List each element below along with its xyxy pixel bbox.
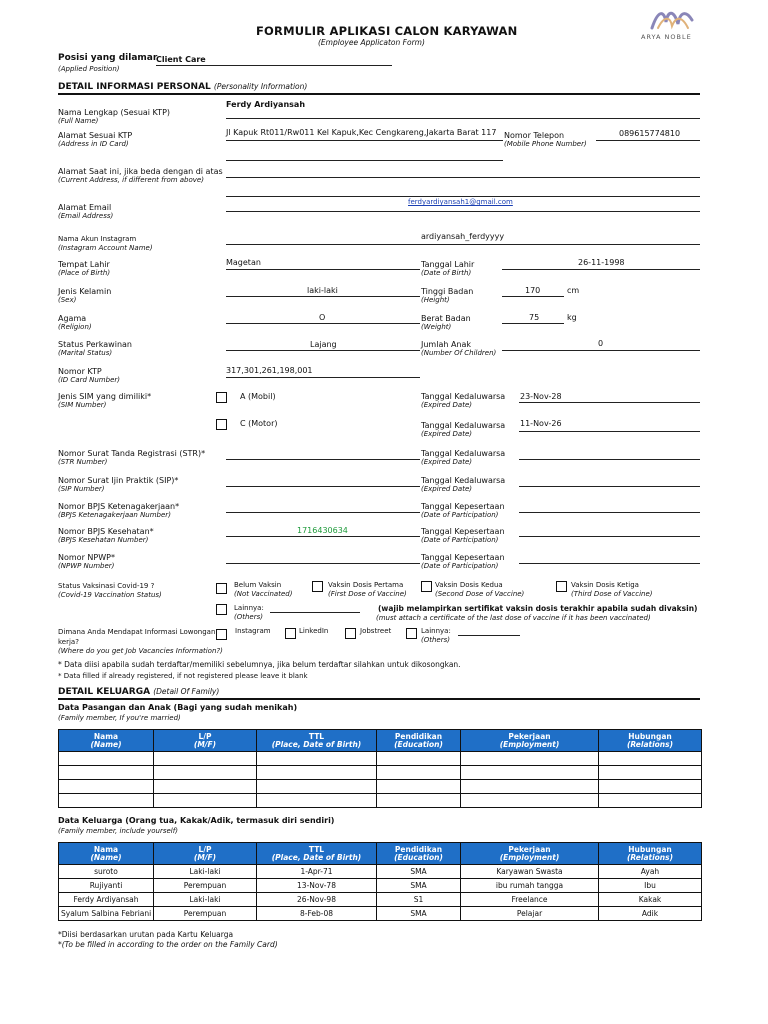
spouse-title-en: (Family member, If you're married) (58, 714, 181, 722)
str-label: Nomor Surat Tanda Registrasi (STR)* (STR Number) (58, 449, 206, 466)
family-table-cell[interactable]: Freelance (461, 893, 599, 907)
spouse-table-cell[interactable] (257, 766, 377, 780)
sex-value[interactable]: laki-laki (307, 286, 338, 295)
phone-label: Nomor Telepon (Mobile Phone Number) (504, 131, 587, 148)
vaccine-note-en: (must attach a certificate of the last dose of vaccine if it has been vaccinated) (376, 614, 651, 622)
vaccine-other-label: Lainnya: (Others) (234, 604, 264, 621)
sim-c-expiry-value[interactable]: 11-Nov-26 (520, 419, 562, 428)
spouse-table-header-cell: Hubungan (Relations) (599, 730, 702, 752)
source-linkedin-label: LinkedIn (299, 627, 329, 635)
spouse-table-header (59, 730, 702, 752)
vaccine-none-checkbox[interactable] (216, 583, 227, 594)
family-table-header-cell: Pendidikan (Education) (377, 843, 461, 865)
birth-place-value[interactable]: Magetan (226, 258, 261, 267)
npwp-date-label: Tanggal Kepesertaan (Date of Participation) (421, 553, 505, 570)
marital-value[interactable]: Lajang (310, 340, 337, 349)
spouse-table-cell[interactable] (377, 766, 461, 780)
spouse-table-cell[interactable] (461, 752, 599, 766)
family-table-cell[interactable]: SMA (377, 879, 461, 893)
vaccine-label: Status Vaksinasi Covid-19 ? (Covid-19 Vaccination Status) (58, 582, 162, 599)
source-other-label: Lainnya: (Others) (421, 627, 451, 644)
family-title-en: (Family member, include yourself) (58, 827, 178, 835)
spouse-table-cell[interactable] (59, 794, 154, 808)
email-label: Alamat Email (Email Address) (58, 203, 114, 220)
vaccine-third-label: Vaksin Dosis Ketiga (Third Dose of Vaccine) (571, 581, 653, 598)
form-subtitle: (Employee Applicaton Form) (318, 38, 425, 47)
spouse-table-cell[interactable] (257, 780, 377, 794)
family-table-header-cell: L/P (M/F) (154, 843, 257, 865)
spouse-table-header-cell: TTL (Place, Date of Birth) (257, 730, 377, 752)
family-table-cell[interactable]: 1-Apr-71 (257, 865, 377, 879)
spouse-table-header-cell: Pekerjaan (Employment) (461, 730, 599, 752)
source-label: Dimana Anda Mendapat Informasi Lowongan kerja? (Where do you get Job Vacancies Information?) (58, 628, 223, 655)
sim-a-checkbox[interactable] (216, 392, 227, 403)
family-table-header-cell: Hubungan (Relations) (599, 843, 702, 865)
source-jobstreet-checkbox[interactable] (345, 628, 356, 639)
spouse-table-header-cell: Nama (Name) (59, 730, 154, 752)
current-address-label: Alamat Saat ini, jika beda dengan di atas (Current Address, if different from above) (58, 167, 223, 184)
spouse-table-row (59, 780, 702, 794)
source-jobstreet-label: Jobstreet (360, 627, 392, 635)
family-table-cell[interactable]: Ayah (599, 865, 702, 879)
spouse-table-cell[interactable] (599, 794, 702, 808)
spouse-table-cell[interactable] (599, 766, 702, 780)
vaccine-none-label: Belum Vaksin (Not Vaccinated) (234, 581, 293, 598)
sip-date-label: Tanggal Kedaluwarsa (Expired Date) (421, 476, 506, 493)
phone-value[interactable]: 089615774810 (619, 129, 681, 138)
family-table-row (59, 893, 702, 907)
family-footnote-en: *(To be filled in according to the order on the Family Card) (58, 940, 278, 949)
sim-a-expiry-value[interactable]: 23-Nov-28 (520, 392, 562, 401)
spouse-table-header-cell: Pendidikan (Education) (377, 730, 461, 752)
spouse-table-header-cell: L/P (M/F) (154, 730, 257, 752)
family-table-row (59, 865, 702, 879)
spouse-table-cell[interactable] (257, 752, 377, 766)
spouse-table-cell[interactable] (377, 780, 461, 794)
family-table-header (59, 843, 702, 865)
vaccine-first-checkbox[interactable] (312, 581, 323, 592)
family-table-cell[interactable]: ibu rumah tangga (461, 879, 599, 893)
sex-label: Jenis Kelamin (Sex) (58, 287, 112, 304)
sim-c-label: C (Motor) (240, 419, 278, 428)
family-table-cell[interactable]: Perempuan (154, 879, 257, 893)
religion-label: Agama (Religion) (58, 314, 92, 331)
sim-c-checkbox[interactable] (216, 419, 227, 430)
family-table-cell[interactable]: Syalum Salbina Febriani (59, 907, 154, 921)
family-table-header-cell: Nama (Name) (59, 843, 154, 865)
family-table-cell[interactable]: Laki-laki (154, 893, 257, 907)
weight-label: Berat Badan (Weight) (421, 314, 471, 331)
weight-unit: kg (567, 313, 577, 322)
vaccine-first-label: Vaksin Dosis Pertama (First Dose of Vaccine) (328, 581, 407, 598)
birth-place-label: Tempat Lahir (Place of Birth) (58, 260, 111, 277)
family-table-cell[interactable]: Adik (599, 907, 702, 921)
email-value[interactable]: ferdyardiyansah1@gmail.com (408, 198, 513, 206)
family-footnote: *Diisi berdasarkan urutan pada Kartu Keluarga (58, 930, 234, 939)
spouse-table-cell[interactable] (154, 752, 257, 766)
family-table-cell[interactable]: Kakak (599, 893, 702, 907)
children-value[interactable]: 0 (598, 339, 604, 348)
family-table-cell[interactable]: 26-Nov-98 (257, 893, 377, 907)
family-section-title: DETAIL KELUARGA (Detail Of Family) (58, 687, 220, 697)
vaccine-second-label: Vaksin Dosis Kedua (Second Dose of Vaccine) (435, 581, 525, 598)
instagram-label: Nama Akun Instagram (Instagram Account Name) (58, 235, 153, 252)
height-label: Tinggi Badan (Height) (421, 287, 474, 304)
bpjs-tk-label: Nomor BPJS Ketenagakerjaan* (BPJS Ketenagakerjaan Number) (58, 502, 180, 519)
position-label: Posisi yang dilamar (58, 53, 158, 63)
vaccine-other-checkbox[interactable] (216, 604, 227, 615)
logo-text: ARYA NOBLE (641, 33, 692, 41)
family-table-cell[interactable]: Karyawan Swasta (461, 865, 599, 879)
family-table-cell[interactable]: Perempuan (154, 907, 257, 921)
source-other-checkbox[interactable] (406, 628, 417, 639)
family-table-cell[interactable]: Laki-laki (154, 865, 257, 879)
family-table (58, 842, 702, 921)
family-table-cell[interactable]: Pelajar (461, 907, 599, 921)
family-table-cell[interactable]: Ibu (599, 879, 702, 893)
spouse-table-cell[interactable] (154, 794, 257, 808)
birth-date-label: Tanggal Lahir (Date of Birth) (421, 260, 475, 277)
vaccine-note: (wajib melampirkan sertifikat vaksin dosis terakhir apabila sudah divaksin) (378, 604, 698, 613)
ktp-address-label: Alamat Sesuai KTP (Address in ID Card) (58, 131, 133, 148)
family-table-cell[interactable]: Rujiyanti (59, 879, 154, 893)
personal-footnote-en: * Data filled if already registered, if not registered please leave it blank (58, 672, 308, 680)
birth-date-value[interactable]: 26-11-1998 (578, 258, 625, 267)
spouse-table-cell[interactable] (59, 780, 154, 794)
bpjs-kes-value[interactable]: 1716430634 (297, 526, 348, 535)
form-title: FORMULIR APLIKASI CALON KARYAWAN (256, 24, 518, 38)
full-name-label: Nama Lengkap (Sesuai KTP) (Full Name) (58, 108, 171, 125)
source-instagram-label: Instagram (235, 627, 271, 635)
family-table-cell[interactable]: SMA (377, 865, 461, 879)
spouse-table-cell[interactable] (377, 794, 461, 808)
position-label-en: (Applied Position) (58, 65, 120, 73)
source-instagram-checkbox[interactable] (216, 629, 227, 640)
spouse-table-cell[interactable] (461, 794, 599, 808)
spouse-table (58, 729, 702, 808)
spouse-table-cell[interactable] (59, 752, 154, 766)
personal-footnote: * Data diisi apabila sudah terdaftar/memiliki sebelumnya, jika belum terdaftar silahkan untuk dikosongkan. (58, 660, 461, 669)
spouse-table-row (59, 794, 702, 808)
family-title: Data Keluarga (Orang tua, Kakak/Adik, termasuk diri sendiri) (58, 816, 335, 825)
full-name-value[interactable]: Ferdy Ardiyansah (226, 100, 306, 109)
spouse-table-cell[interactable] (599, 752, 702, 766)
family-table-header-cell: TTL (Place, Date of Birth) (257, 843, 377, 865)
vaccine-third-checkbox[interactable] (556, 581, 567, 592)
spouse-table-row (59, 766, 702, 780)
spouse-table-cell[interactable] (154, 766, 257, 780)
bpjs-tk-date-label: Tanggal Kepesertaan (Date of Participation) (421, 502, 505, 519)
spouse-table-cell[interactable] (461, 780, 599, 794)
bpjs-kes-date-label: Tanggal Kepesertaan (Date of Participation) (421, 527, 505, 544)
spouse-table-cell[interactable] (154, 780, 257, 794)
spouse-table-cell[interactable] (257, 794, 377, 808)
vaccine-second-checkbox[interactable] (421, 581, 432, 592)
sim-a-label: A (Mobil) (240, 392, 276, 401)
sim-label: Jenis SIM yang dimiliki* (SIM Number) (58, 392, 152, 409)
sim-a-expiry-label: Tanggal Kedaluwarsa (Expired Date) (421, 392, 506, 409)
family-table-cell[interactable]: 8-Feb-08 (257, 907, 377, 921)
ktp-number-value[interactable]: 317,301,261,198,001 (226, 366, 313, 375)
family-table-cell[interactable]: S1 (377, 893, 461, 907)
children-label: Jumlah Anak (Number Of Children) (421, 340, 497, 357)
spouse-table-row (59, 752, 702, 766)
religion-value[interactable]: O (319, 313, 326, 322)
family-table-row (59, 879, 702, 893)
family-table-cell[interactable]: suroto (59, 865, 154, 879)
sim-c-expiry-label: Tanggal Kedaluwarsa (Expired Date) (421, 421, 506, 438)
height-value[interactable]: 170 (525, 286, 541, 295)
arya-noble-logo (648, 6, 696, 32)
marital-label: Status Perkawinan (Marital Status) (58, 340, 132, 357)
bpjs-kes-label: Nomor BPJS Kesehatan* (BPJS Kesehatan Number) (58, 527, 154, 544)
family-table-header-cell: Pekerjaan (Employment) (461, 843, 599, 865)
source-linkedin-checkbox[interactable] (285, 628, 296, 639)
family-table-cell[interactable]: Ferdy Ardiyansah (59, 893, 154, 907)
spouse-title: Data Pasangan dan Anak (Bagi yang sudah menikah) (58, 703, 298, 712)
personal-section-title: DETAIL INFORMASI PERSONAL (Personality Information) (58, 82, 308, 92)
ktp-number-label: Nomor KTP (ID Card Number) (58, 367, 120, 384)
family-table-cell[interactable]: SMA (377, 907, 461, 921)
weight-value[interactable]: 75 (529, 313, 540, 322)
position-value[interactable]: Client Care (156, 55, 206, 64)
str-date-label: Tanggal Kedaluwarsa (Expired Date) (421, 449, 506, 466)
family-table-cell[interactable]: 13-Nov-78 (257, 879, 377, 893)
family-table-row (59, 907, 702, 921)
ktp-address-value[interactable]: Jl Kapuk Rt011/Rw011 Kel Kapuk,Kec Cengkareng,Jakarta Barat 117 (226, 128, 497, 137)
spouse-table-cell[interactable] (461, 766, 599, 780)
npwp-label: Nomor NPWP* (NPWP Number) (58, 553, 115, 570)
spouse-table-cell[interactable] (377, 752, 461, 766)
sip-label: Nomor Surat Ijin Praktik (SIP)* (SIP Number) (58, 476, 179, 493)
spouse-table-cell[interactable] (599, 780, 702, 794)
instagram-value[interactable]: ardiyansah_ferdyyyy (421, 232, 505, 241)
spouse-table-cell[interactable] (59, 766, 154, 780)
height-unit: cm (567, 286, 580, 295)
